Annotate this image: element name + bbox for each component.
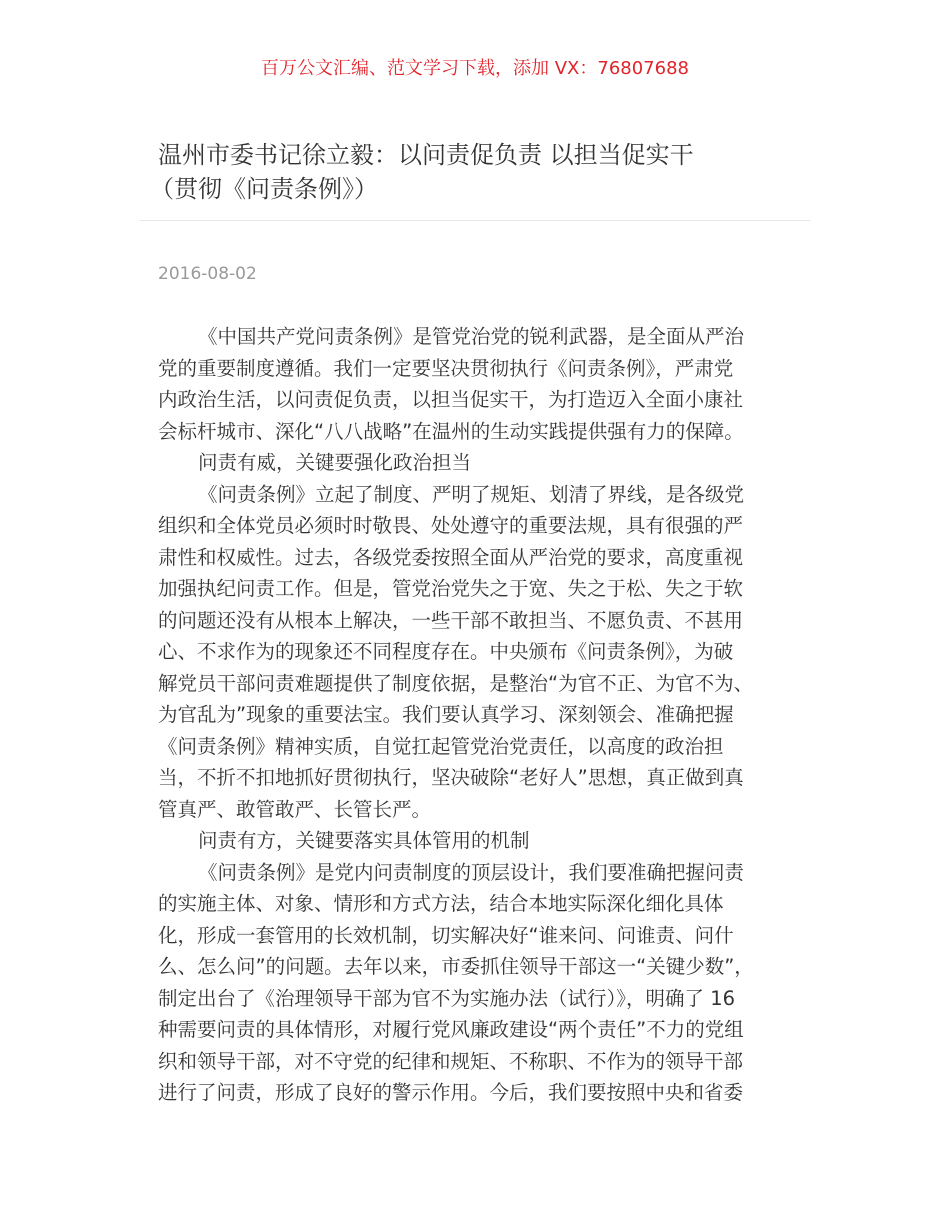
paragraph-line: 解党员干部问责难题提供了制度依据，是整治“为官不正、为官不为、 [158,671,754,695]
article-title-line-1: 温州市委书记徐立毅：以问责促负责 以担当促实干 [158,141,694,169]
paragraph-line: 加强执纪问责工作。但是，管党治党失之于宽、失之于松、失之于软 [158,577,744,600]
paragraph-line: 么、怎么问”的问题。去年以来，市委抓住领导干部这一“关键少数”， [158,955,754,978]
paragraph-line: 织和领导干部，对不守党的纪律和规矩、不称职、不作为的领导干部 [158,1049,744,1073]
paragraph-line: 组织和全体党员必须时时敬畏、处处遵守的重要法规，具有很强的严 [158,514,744,537]
paragraph-line: 肃性和权威性。过去，各级党委按照全面从严治党的要求，高度重视 [158,545,744,569]
promo-banner: 百万公文汇编、范文学习下载，添加 VX：76807688 [261,58,689,79]
paragraph-line: 为官乱为”现象的重要法宝。我们要认真学习、深刻领会、准确把握 [158,703,734,726]
paragraph-line: 进行了问责，形成了良好的警示作用。今后，我们要按照中央和省委 [158,1081,744,1104]
paragraph-start-line: 《问责条例》是党内问责制度的顶层设计，我们要准确把握问责 [198,860,745,884]
paragraph-start-line: 问责有威，关键要强化政治担当 [198,451,472,474]
paragraph-line: 的实施主体、对象、情形和方式方法，结合本地实际深化细化具体 [158,892,724,915]
paragraph-line: 的问题还没有从根本上解决，一些干部不敢担当、不愿负责、不甚用 [158,608,744,632]
paragraph-line: 种需要问责的具体情形，对履行党风廉政建设“两个责任”不力的党组 [158,1018,744,1041]
publish-date: 2016-08-02 [158,264,257,284]
paragraph-start-line: 《中国共产党问责条例》是管党治党的锐利武器，是全面从严治 [198,325,745,348]
paragraph-line: 党的重要制度遵循。我们一定要坚决贯彻执行《问责条例》，严肃党 [158,356,734,380]
paragraph-start-line: 问责有方，关键要落实具体管用的机制 [198,829,530,852]
paragraph-line: 当，不折不扣地抓好贯彻执行，坚决破除“老好人”思想，真正做到真 [158,766,744,789]
title-divider [140,220,810,221]
paragraph-line: 《问责条例》精神实质，自觉扛起管党治党责任，以高度的政治担 [158,734,724,758]
article-title-line-2: （贯彻《问责条例》） [150,175,378,203]
paragraph-line: 管真严、敢管敢严、长管长严。 [158,797,432,821]
paragraph-line: 会标杆城市、深化“八八战略”在温州的生动实践提供强有力的保障。 [158,419,744,443]
paragraph-line: 化，形成一套管用的长效机制，切实解决好“谁来问、问谁责、问什 [158,923,734,947]
paragraph-line: 心、不求作为的现象还不同程度存在。中央颁布《问责条例》，为破 [158,640,734,663]
paragraph-line: 制定出台了《治理领导干部为官不为实施办法（试行）》，明确了 16 [158,986,736,1010]
paragraph-start-line: 《问责条例》立起了制度、严明了规矩、划清了界线，是各级党 [198,482,745,506]
paragraph-line: 内政治生活，以问责促负责，以担当促实干，为打造迈入全面小康社 [158,388,744,411]
article-body [158,321,798,1109]
article-title [150,138,798,206]
